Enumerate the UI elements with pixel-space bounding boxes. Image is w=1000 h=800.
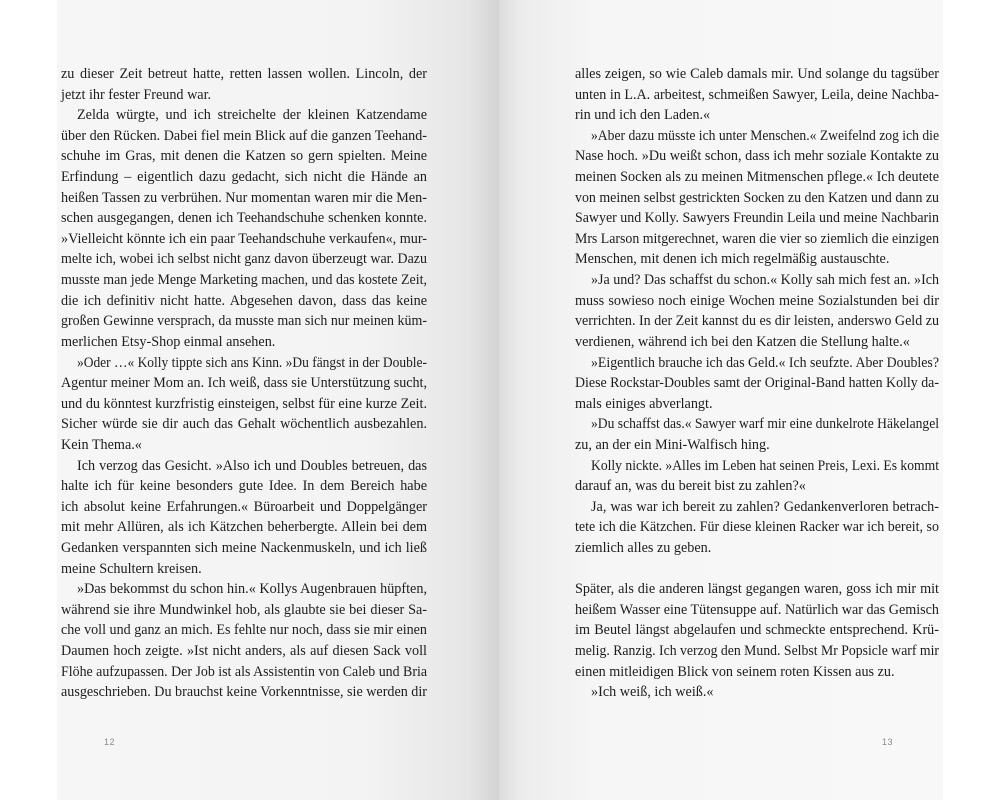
text-line: Sawyer und Kolly. Sawyers Freundin Leila und meine Nachbarin (575, 210, 939, 227)
text-line: von meinen selbst gestrickten Socken zu den Katzen und dann zu (575, 189, 940, 206)
text-line: »Vielleicht könnte ich ein paar Teehandschuhe verkaufen«, mur- (61, 230, 428, 247)
text-line: zu, an der ein Mini-Walfisch hing. (575, 436, 770, 453)
text-line: Mrs Larson mitgerechnet, waren die vier so ziemlich die einzigen (575, 230, 940, 247)
text-line: darauf an, was du bereit bist zu zahlen?« (575, 478, 806, 495)
text-line: Nase hoch. »Du weißt schon, dass ich mehr soziale Kontakte zu (575, 148, 939, 165)
text-line: im Beutel längst abgelaufen und schmeckte entsprechend. Krü- (575, 622, 939, 639)
text-line: »Aber dazu müsste ich unter Menschen.« Zweifelnd zog ich die (591, 127, 940, 144)
text-line: mit mehr Allüren, als ich Kätzchen beherbergte. Allein bei dem (61, 519, 427, 536)
text-line: tete ich die Kätzchen. Für diese kleinen Racker war ich bereit, so (575, 519, 939, 536)
text-line: ziemlich alles zu geben. (575, 540, 712, 557)
text-line: »Ich weiß, ich weiß.« (591, 684, 714, 701)
text-line: ausgeschrieben. Du brauchst keine Vorkenntnisse, sie werden dir (61, 684, 427, 701)
text-line: musste man jede Menge Marketing machen, und das kostete Zeit, (61, 272, 427, 289)
text-line: Sicher würde sie dir auch das Gehalt wöchentlich ausbezahlen. (61, 416, 427, 433)
text-line: großen Gewinne versprach, da musste man sich nur meinen küm- (61, 313, 427, 330)
left-page-text (61, 64, 427, 703)
text-line: Später, als die anderen längst gegangen waren, goss ich mir mit (575, 581, 939, 598)
text-line: Kein Thema.« (61, 436, 142, 453)
right-page-text (575, 64, 939, 703)
text-line: meine Schultern kreisen. (61, 560, 202, 577)
text-line: schen ausgegangen, denen ich Teehandschuhe schenken konnte. (61, 210, 428, 227)
text-line: heißen Tassen zu verbrühen. Nur momentan waren mir die Men- (61, 189, 427, 206)
right-page (499, 0, 943, 800)
text-line: jetzt ihr fester Freund war. (61, 86, 212, 103)
text-line: mals einiges abverlangt. (575, 395, 713, 412)
text-line: »Du schaffst das.« Sawyer warf mir eine dunkelrote Häkelangel (591, 416, 940, 433)
text-line: »Ja und? Das schaffst du schon.« Kolly sah mich fest an. »Ich (591, 272, 940, 289)
text-line: che voll und ganz an mich. Es fehlte nur noch, dass sie mir einen (61, 622, 427, 639)
text-line: »Eigentlich brauche ich das Geld.« Ich seufzte. Aber Doubles? (591, 354, 939, 371)
text-line: zu dieser Zeit betreut hatte, retten lassen wollen. Lincoln, der (61, 66, 427, 82)
text-line: Ich verzog das Gesicht. »Also ich und Doubles betreuen, das (77, 457, 428, 474)
text-line: einen mitleidigen Blick von seinem roten Kissen aus zu. (575, 663, 895, 680)
text-line: Zelda würgte, und ich streichelte der kleinen Katzendame (77, 107, 427, 124)
text-line: schuhe im Gras, mit denen die Katzen so gern spielten. Meine (61, 148, 427, 165)
text-line: Diese Rockstar-Doubles samt der Original-Band hatten Kolly da- (575, 375, 939, 392)
text-line: heißem Wasser eine Tütensuppe auf. Natürlich war das Gemisch (575, 601, 939, 618)
text-line: ich absolut keine Erfahrungen.« Büroarbeit und Doppelgänger (61, 498, 427, 515)
text-line: während sie ihre Mundwinkel hob, als glaubte sie bei dieser Sa- (61, 601, 427, 618)
text-line: über den Rücken. Dabei fiel mein Blick auf die ganzen Teehand- (61, 127, 427, 144)
text-line: verrichten. In der Zeit kannst du es dir leisten, anderswo Geld zu (575, 313, 940, 330)
text-line: melte ich, wobei ich selbst nicht ganz davon überzeugt war. Dazu (61, 251, 427, 268)
text-line: alles zeigen, so wie Caleb damals mir. Und solange du tagsüber (575, 66, 939, 82)
text-line: Agentur meiner Mom an. Ich weiß, dass sie Unterstützung sucht, (61, 375, 427, 392)
text-line: merlichen Etsy-Shop einmal ansehen. (61, 333, 276, 350)
section-break (575, 559, 939, 580)
page-number-right: 13 (882, 737, 894, 747)
text-line: melig. Ranzig. Ich verzog den Mund. Selbst Mr Popsicle warf mir (575, 643, 940, 660)
text-line: Erfindung – eigentlich dazu gedacht, sich nicht die Hände an (61, 169, 427, 186)
page-number-left: 12 (104, 737, 116, 747)
text-line: »Oder …« Kolly tippte sich ans Kinn. »Du fängst in der Double- (77, 354, 428, 371)
text-line: meinen Socken als zu meinen Mitmenschen pflege.« Ich deutete (575, 169, 940, 186)
text-line: die ich definitiv nicht hatte. Abgesehen davon, dass das keine (61, 292, 427, 309)
text-line: verdienen, während ich bei den Katzen die Stellung halte.« (575, 333, 910, 350)
text-line: und du könntest kurzfristig einsteigen, selbst für eine kurze Zeit. (61, 395, 427, 412)
text-line: Kolly nickte. »Alles im Leben hat seinen Preis, Lexi. Es kommt (591, 457, 939, 474)
text-line: Daumen hoch zeigte. »Ist nicht anders, als auf diesen Sack voll (61, 643, 427, 660)
text-line: muss sowieso noch einige Wochen meine Sozialstunden bei dir (575, 292, 939, 309)
left-page (57, 0, 499, 800)
text-line: Menschen, mit denen ich mich regelmäßig austauschte. (575, 251, 890, 268)
text-line: Gedanken verspannten sich meine Nackenmuskeln, und ich ließ (61, 540, 427, 557)
text-line: rin und ich den Laden.« (575, 107, 711, 124)
text-line: unten in L.A. arbeitest, schmeißen Sawyer, Leila, deine Nachba- (575, 86, 940, 103)
text-line: halte ich für keine besonders gute Idee. In dem Bereich habe (61, 478, 427, 495)
text-line: Ja, was war ich bereit zu zahlen? Gedankenverloren betrach- (591, 498, 939, 515)
text-line: »Das bekommst du schon hin.« Kollys Augenbrauen hüpften, (77, 581, 427, 598)
text-line: Flöhe aufzupassen. Der Job ist als Assistentin von Caleb und Bria (61, 663, 428, 680)
